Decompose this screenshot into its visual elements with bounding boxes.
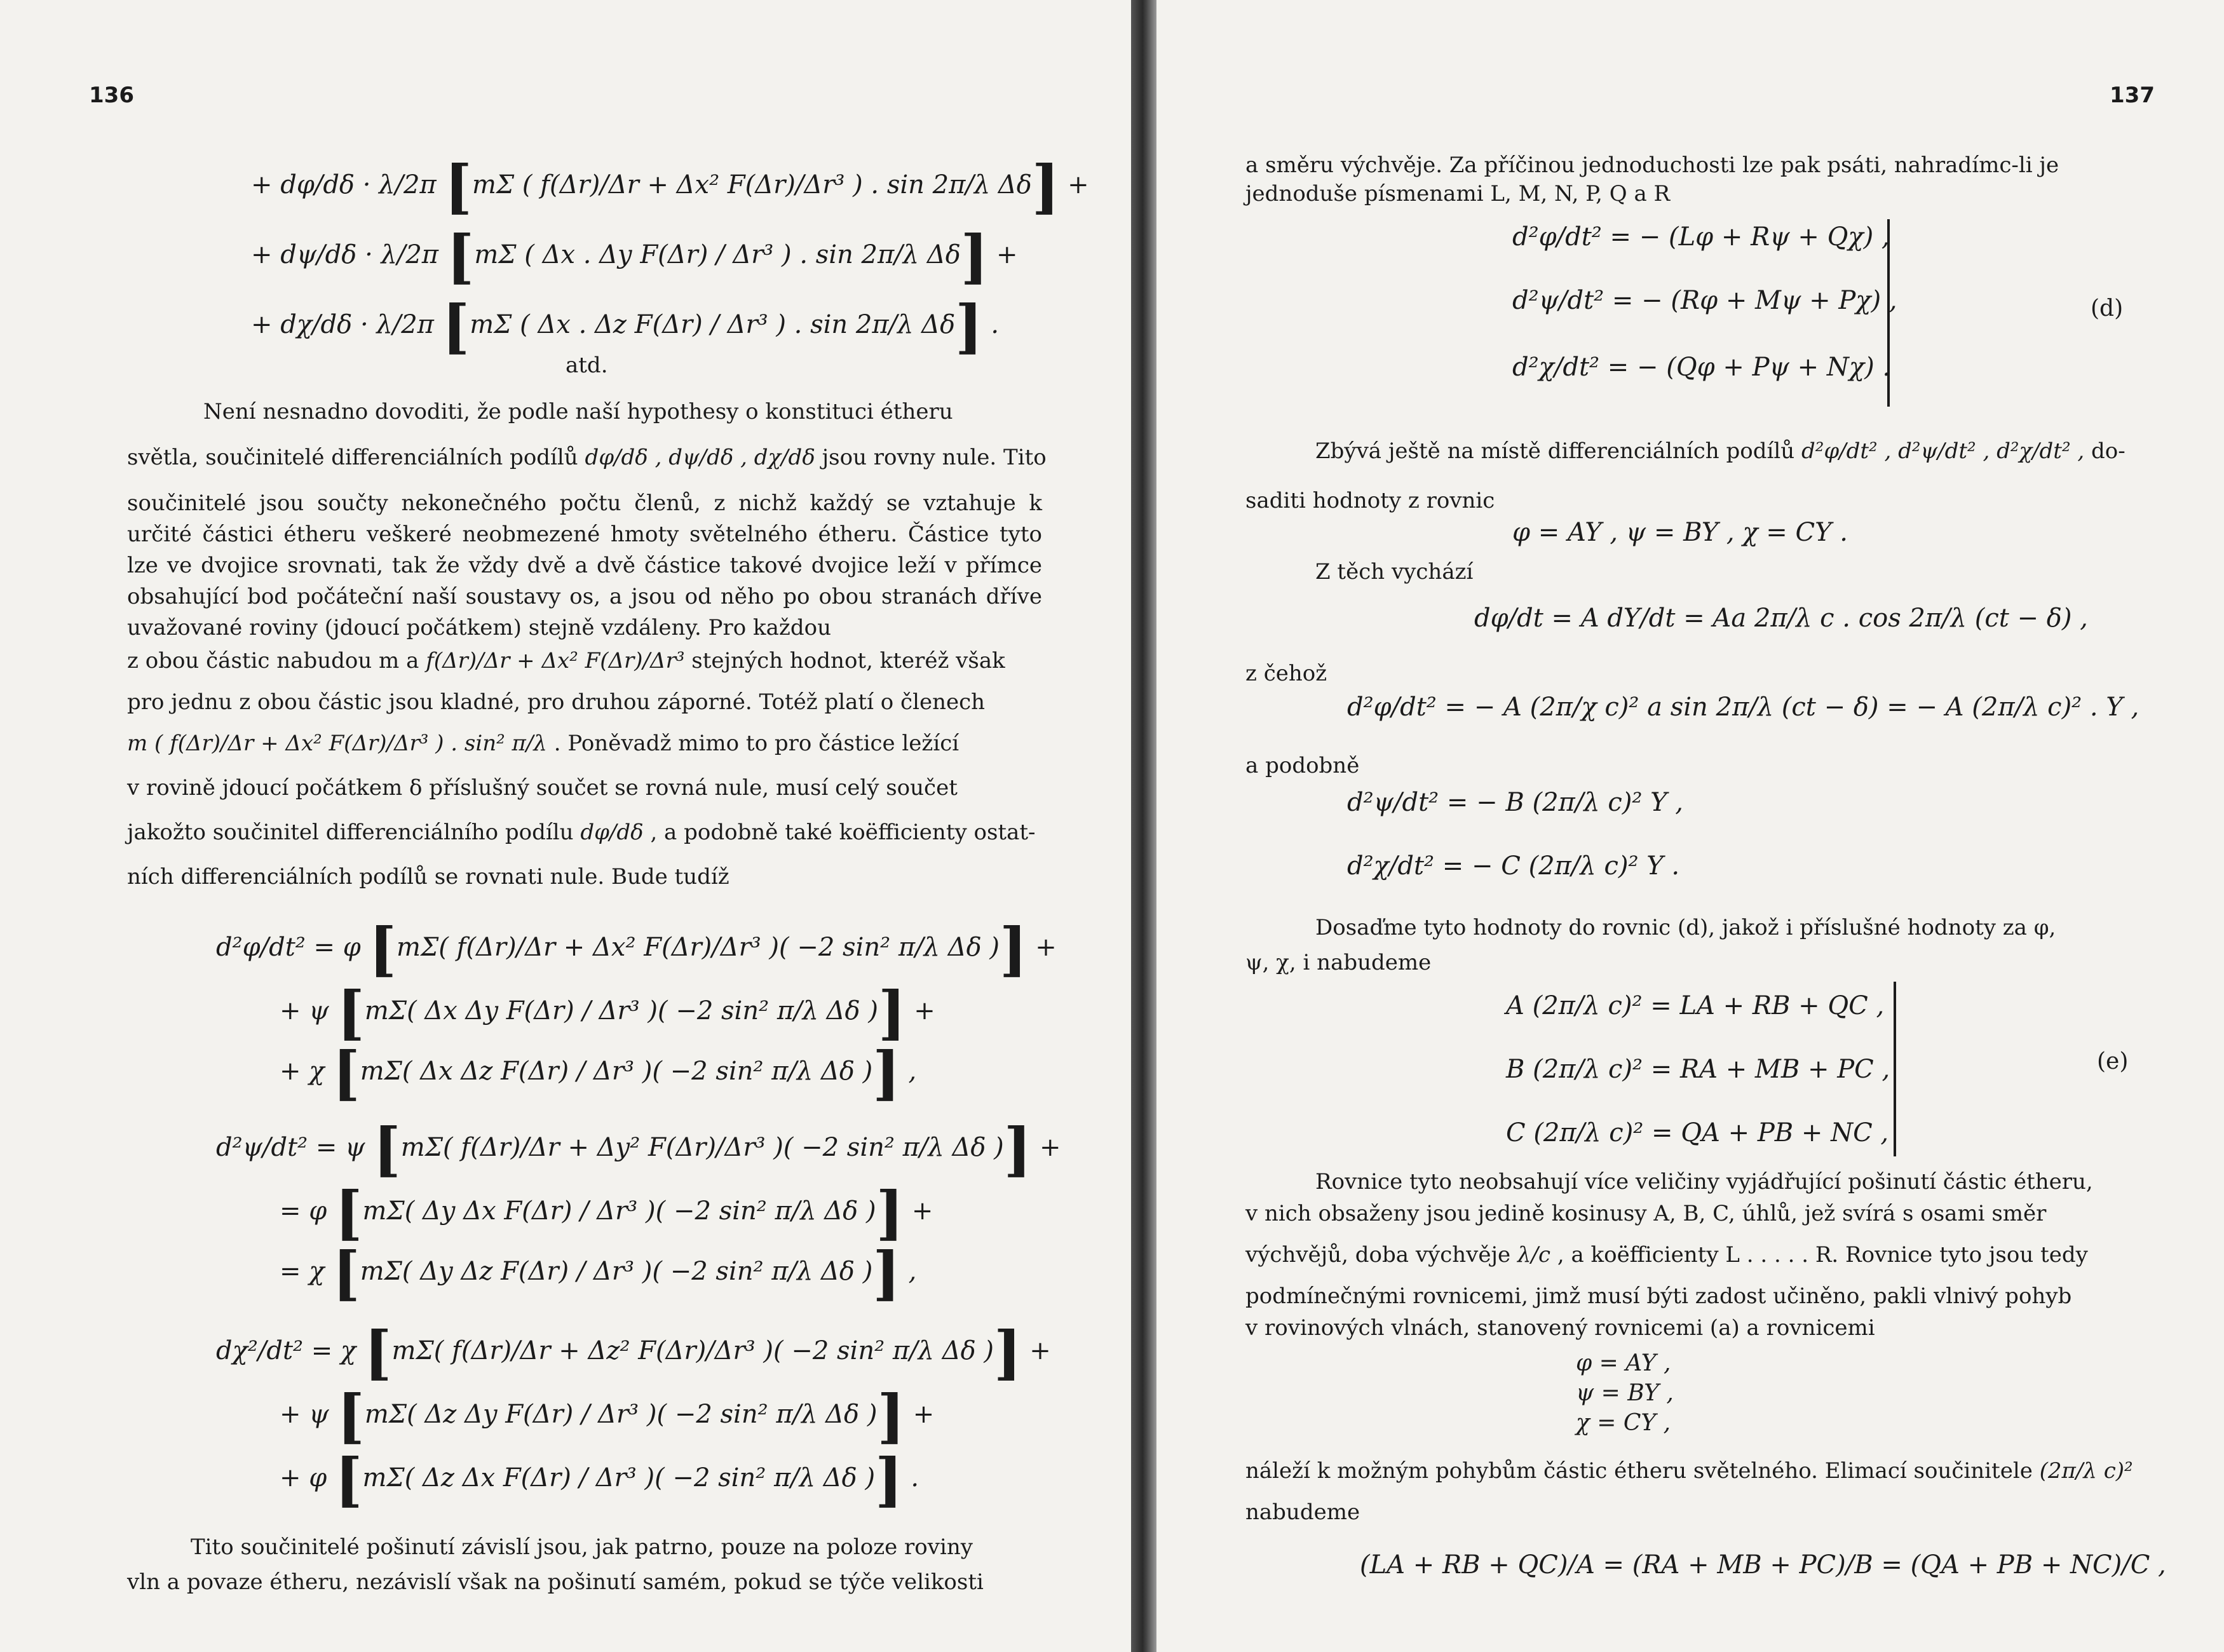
system-d-2: d²ψ/dt² = − (Rφ + Mψ + Pχ) ,: [1512, 286, 1897, 315]
derivative-equation: dφ/dt = A dY/dt = Aa 2π/λ c . cos 2π/λ (ct − δ) ,: [1474, 604, 2088, 633]
r-paragraph-2-line-1: Zbývá ještě na místě differenciálních podílů d²φ/dt² , d²ψ/dt² , d²χ/dt² , do-: [1315, 438, 2126, 464]
book-gutter: [1131, 0, 1156, 1652]
r-paragraph-8-line-2: nabudeme: [1245, 1500, 1360, 1525]
r-paragraph-7-line-5: v rovinových vlnách, stanovený rovnicemi (a) a rovnicemi: [1245, 1315, 1875, 1341]
system-equation-6: = χ [mΣ( Δy Δz F(Δr) / Δr³ )( −2 sin² π/λ Δδ )] ,: [280, 1239, 917, 1308]
system-equation-3: + χ [mΣ( Δx Δz F(Δr) / Δr³ )( −2 sin² π/λ Δδ )] ,: [280, 1039, 917, 1107]
system-e-3: C (2π/λ c)² = QA + PB + NC ,: [1506, 1118, 1889, 1148]
equation-top-3: + dχ/dδ · λ/2π [mΣ ( Δx . Δz F(Δr) / Δr³ ) . sin 2π/λ Δδ] .: [251, 292, 1000, 361]
system-equation-9: + φ [mΣ( Δz Δx F(Δr) / Δr³ )( −2 sin² π/λ Δδ )] .: [280, 1446, 919, 1514]
equation-top-2: + dψ/dδ · λ/2π [mΣ ( Δx . Δy F(Δr) / Δr³ ) . sin 2π/λ Δδ] +: [251, 222, 1018, 291]
paragraph-1-line-10: m ( f(Δr)/Δr + Δx² F(Δr)/Δr³ ) . sin² π/λ . Poněvadž mimo to pro částice ležící: [127, 731, 959, 756]
r-paragraph-1-line-1: a směru výchvěje. Za příčinou jednoduchosti lze pak psáti, nahradímc-li je: [1245, 152, 2059, 178]
system-equation-8: + ψ [mΣ( Δz Δy F(Δr) / Δr³ )( −2 sin² π/λ Δδ )] +: [280, 1382, 935, 1451]
system-a-3: χ = CY ,: [1576, 1410, 1671, 1436]
r-paragraph-7-line-4: podmínečnými rovnicemi, jimž musí býti zadost učiněno, pakli vlnivý pohyb: [1245, 1283, 2072, 1309]
r-paragraph-6-line-1: Dosaďme tyto hodnoty do rovnic (d), jakož i příslušné hodnoty za φ,: [1315, 915, 2056, 940]
substitution-equations: φ = AY , ψ = BY , χ = CY .: [1512, 518, 1848, 547]
r-paragraph-1-line-2: jednoduše písmenami L, M, N, P, Q a R: [1245, 181, 1671, 207]
system-equation-1: d²φ/dt² = φ [mΣ( f(Δr)/Δr + Δx² F(Δr)/Δr³ )( −2 sin² π/λ Δδ )] +: [216, 915, 1057, 984]
r-paragraph-4: z čehož: [1245, 661, 1327, 686]
system-e-2: B (2π/λ c)² = RA + MB + PC ,: [1506, 1055, 1890, 1084]
system-e-brace: [1894, 982, 1896, 1156]
page-number: 136: [89, 83, 134, 108]
paragraph-1-line-8: z obou částic nabudou m a f(Δr)/Δr + Δx² F(Δr)/Δr³ stejných hodnot, kteréž však: [127, 648, 1005, 674]
final-equation: (LA + RB + QC)/A = (RA + MB + PC)/B = (QA + PB + NC)/C ,: [1360, 1550, 2166, 1580]
paragraph-1-line-13: ních differenciálních podílů se rovnati nule. Bude tudíž: [127, 864, 729, 890]
r-paragraph-3: Z těch vychází: [1315, 559, 1474, 585]
equation-top-1: + dφ/dδ · λ/2π [mΣ ( f(Δr)/Δr + Δx² F(Δr)/Δr³ ) . sin 2π/λ Δδ] +: [251, 152, 1089, 221]
paragraph-1-line-11: v rovině jdoucí počátkem δ příslušný součet se rovná nule, musí celý součet: [127, 775, 958, 801]
r-paragraph-7-line-2: v nich obsaženy jsou jedině kosinusy A, B, C, úhlů, jež svírá s osami směr: [1245, 1201, 2047, 1226]
r-paragraph-5: a podobně: [1245, 753, 1360, 778]
right-page: [1156, 0, 2224, 1652]
r-paragraph-2-line-2: saditi hodnoty z rovnic: [1245, 488, 1495, 513]
system-e-1: A (2π/λ c)² = LA + RB + QC ,: [1506, 991, 1885, 1020]
psi-equation: d²ψ/dt² = − B (2π/λ c)² Y ,: [1347, 788, 1683, 817]
paragraph-1-line-2: světla, součinitelé differenciálních podílů dφ/dδ , dψ/dδ , dχ/dδ jsou rovny nule. Tito: [127, 445, 1047, 470]
system-equation-5: = φ [mΣ( Δy Δx F(Δr) / Δr³ )( −2 sin² π/λ Δδ )] +: [280, 1179, 933, 1247]
second-derivative-equation: d²φ/dt² = − A (2π/χ c)² a sin 2π/λ (ct − δ) = − A (2π/λ c)² . Y ,: [1347, 693, 2139, 722]
equation-tag-e: (e): [2097, 1048, 2129, 1074]
paragraph-1-line-1: Není nesnadno dovoditi, že podle naší hypothesy o konstituci étheru: [203, 399, 953, 424]
chi-equation: d²χ/dt² = − C (2π/λ c)² Y .: [1347, 851, 1680, 881]
atd-label: atd.: [566, 353, 608, 378]
system-a-1: φ = AY ,: [1576, 1350, 1671, 1376]
system-equation-4: d²ψ/dt² = ψ [mΣ( f(Δr)/Δr + Δy² F(Δr)/Δr³ )( −2 sin² π/λ Δδ )] +: [216, 1115, 1061, 1184]
r-paragraph-6-line-2: ψ, χ, i nabudeme: [1245, 950, 1432, 975]
system-d-3: d²χ/dt² = − (Qφ + Pψ + Nχ) .: [1512, 353, 1891, 382]
paragraph-1-body: součinitelé jsou součty nekonečného počtu členů, z nichž každý se vztahuje k určité částici étheru veškeré neobmezené hmoty světelného étheru. Částice tyto lze ve dvojice srovnati, tak že vždy dvě a dvě částice takové dvojice leží v přímce obsahující bod počáteční naší soustavy os, a jsou od něho po obou stranách dříve uvažované roviny (jdoucí počátkem) stejně vzdáleny. Pro každou: [127, 491, 1042, 640]
paragraph-2-line-1: Tito součinitelé pošinutí závislí jsou, jak patrno, pouze na poloze roviny: [191, 1534, 973, 1560]
r-paragraph-7-line-3: výchvějů, doba výchvěje λ/c , a koëfficienty L . . . . . R. Rovnice tyto jsou tedy: [1245, 1242, 2088, 1268]
page-number: 137: [2110, 83, 2155, 108]
r-paragraph-8-line-1: náleží k možným pohybům částic étheru světelného. Elimací součinitele (2π/λ c)²: [1245, 1458, 2133, 1484]
system-d-brace: [1887, 219, 1890, 407]
paragraph-1-line-12: jakožto součinitel differenciálního podílu dφ/dδ , a podobně také koëfficienty ostat-: [127, 820, 1036, 845]
equation-tag-d: (d): [2091, 295, 2124, 322]
system-equation-7: dχ²/dt² = χ [mΣ( f(Δr)/Δr + Δz² F(Δr)/Δr³ )( −2 sin² π/λ Δδ )] +: [216, 1318, 1051, 1387]
r-paragraph-7-line-1: Rovnice tyto neobsahují více veličiny vyjádřující pošinutí částic étheru,: [1315, 1169, 2093, 1195]
system-d-1: d²φ/dt² = − (Lφ + Rψ + Qχ) ,: [1512, 222, 1890, 252]
system-a-2: ψ = BY ,: [1576, 1380, 1674, 1406]
paragraph-2-line-2: vln a povaze étheru, nezávislí však na pošinutí samém, pokud se týče velikosti: [127, 1569, 984, 1595]
paragraph-1-line-9: pro jednu z obou částic jsou kladné, pro druhou záporné. Totéž platí o členech: [127, 689, 986, 715]
system-equation-2: + ψ [mΣ( Δx Δy F(Δr) / Δr³ )( −2 sin² π/λ Δδ )] +: [280, 978, 935, 1047]
